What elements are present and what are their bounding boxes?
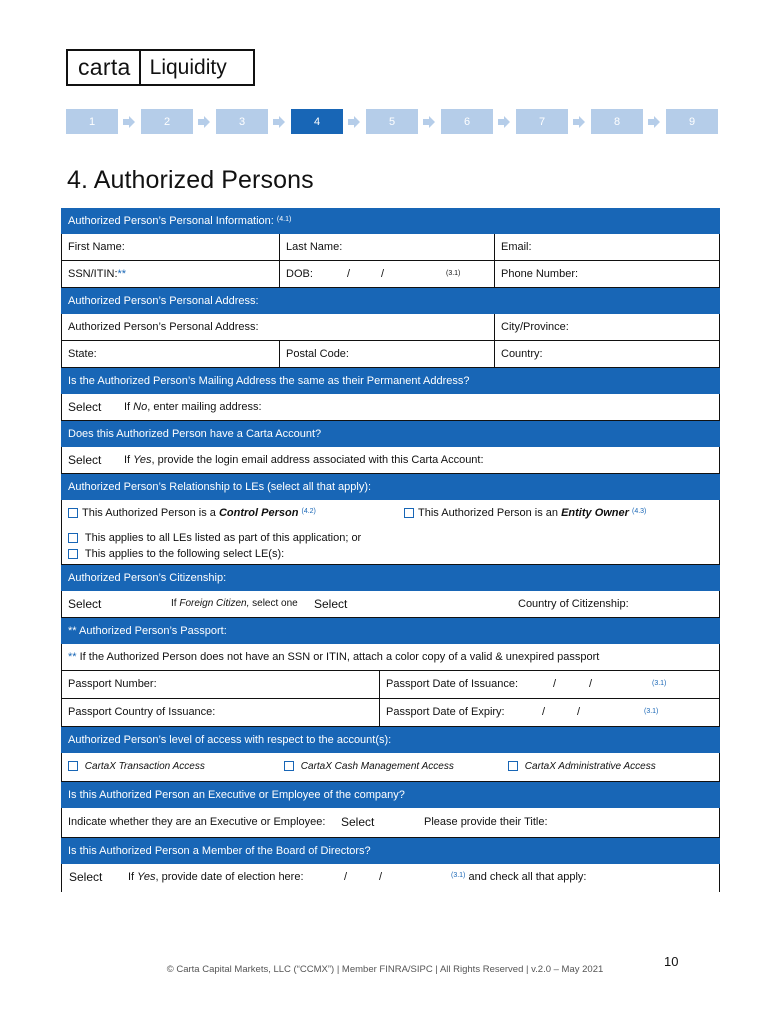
carta-account-select[interactable]: Select [68, 453, 102, 467]
step-6[interactable]: 6 [441, 109, 493, 134]
control-person-checkbox[interactable] [62, 500, 392, 527]
dob-label: DOB: [286, 268, 313, 280]
country-of-citizenship-field[interactable]: Country of Citizenship: [518, 598, 629, 610]
reference-mark: (4.2) [301, 508, 316, 515]
section-header-relationship: Authorized Person’s Relationship to LEs (select all that apply): [61, 474, 720, 500]
arrow-right-icon [197, 115, 211, 129]
applies-select-checkbox[interactable] [68, 546, 284, 562]
checkbox[interactable] [68, 533, 78, 543]
state-row [61, 341, 720, 368]
step-4[interactable]: 4 [291, 109, 343, 134]
page-number: 10 [664, 954, 679, 969]
checkbox[interactable] [68, 549, 78, 559]
applies-all-checkbox[interactable] [68, 530, 361, 546]
section-header-mailing: Is the Authorized Person’s Mailing Address the same as their Permanent Address? [61, 368, 720, 394]
name-row [61, 234, 720, 261]
logo-product: Liquidity [149, 56, 227, 79]
section-header-passport: ** Authorized Person’s Passport: [61, 618, 720, 644]
carta-account-note[interactable] [118, 447, 708, 473]
note-text: If the Authorized Person does not have an SSN or ITIN, attach a color copy of a valid & unexpired passport [76, 651, 600, 663]
step-7[interactable]: 7 [516, 109, 568, 134]
passport-country-row [61, 699, 720, 727]
arrow-right-icon [272, 115, 286, 129]
arrow-right-icon [122, 115, 136, 129]
arrow-right-icon [347, 115, 361, 129]
address-row [61, 314, 720, 341]
cash-management-access-checkbox[interactable] [278, 753, 506, 781]
entity-owner-checkbox[interactable] [398, 500, 716, 527]
date-separator: / [589, 678, 593, 690]
note-text: , enter mailing address: [147, 401, 262, 413]
footer-text: © Carta Capital Markets, LLC (“CCMX”) | Member FINRA/SIPC | All Rights Reserved | v.2.0 – May 2021 [166, 964, 604, 975]
step-5[interactable]: 5 [366, 109, 418, 134]
date-separator: / [542, 706, 546, 718]
authorized-persons-form [61, 208, 720, 892]
logo-brand: carta [68, 51, 141, 84]
checkbox[interactable] [404, 508, 414, 518]
note-text: If [171, 598, 180, 609]
passport-note-row [61, 644, 720, 671]
election-date-field[interactable] [322, 864, 462, 892]
executive-indicate-label: Indicate whether they are an Executive or Employee: [68, 816, 326, 828]
reference-mark: (3.1) [644, 708, 659, 715]
note-text: If [124, 454, 134, 466]
date-separator: / [381, 268, 385, 280]
carta-liquidity-logo [66, 49, 255, 86]
state-field[interactable]: State: [68, 348, 97, 360]
section-header-personal-info [61, 208, 720, 234]
transaction-access-checkbox[interactable] [62, 753, 277, 781]
note-mark: ** [68, 651, 77, 663]
checkbox-label: This applies to the following select LE(s): [84, 548, 285, 560]
date-separator: / [344, 871, 348, 883]
mailing-row [61, 394, 720, 421]
dob-field[interactable] [280, 261, 494, 287]
note-text: , provide date of election here: [155, 871, 304, 883]
passport-number-field[interactable]: Passport Number: [68, 678, 157, 690]
checkbox-label-bold: Entity Owner [561, 507, 629, 519]
arrow-right-icon [647, 115, 661, 129]
administrative-access-checkbox[interactable] [502, 753, 717, 781]
step-8[interactable]: 8 [591, 109, 643, 134]
checkbox-label: This applies to all LEs listed as part of this application; or [84, 532, 362, 544]
address-field[interactable]: Authorized Person’s Personal Address: [68, 321, 259, 333]
checkbox[interactable] [68, 761, 78, 771]
carta-account-row [61, 447, 720, 474]
passport-issuance-date-field[interactable] [380, 671, 719, 698]
ssn-mark: ** [117, 268, 127, 280]
reference-mark: (3.1) [446, 270, 461, 277]
reference-mark: (3.1) [451, 872, 466, 879]
executive-row [61, 808, 720, 838]
title-field[interactable]: Please provide their Title: [424, 816, 548, 828]
board-check-note [445, 864, 705, 892]
note-emphasis: Yes [137, 871, 156, 883]
executive-select[interactable]: Select [341, 815, 375, 829]
reference-mark: (4.3) [631, 508, 647, 515]
step-1[interactable]: 1 [66, 109, 118, 134]
passport-number-row [61, 671, 720, 699]
access-row [61, 753, 720, 782]
checkbox-label-bold: Control Person [218, 507, 299, 519]
city-field[interactable]: City/Province: [501, 321, 569, 333]
step-9[interactable]: 9 [666, 109, 718, 134]
field-label: Passport Date of Expiry: [386, 706, 505, 718]
checkbox-label: CartaX Cash Management Access [300, 761, 454, 772]
checkbox-label: CartaX Transaction Access [84, 761, 205, 772]
section-title: Authorized Person’s Personal Information: [68, 215, 274, 227]
citizenship-select[interactable]: Select [68, 597, 102, 611]
country-field[interactable]: Country: [501, 348, 543, 360]
ssn-label: SSN/ITIN: [68, 268, 118, 280]
arrow-right-icon [422, 115, 436, 129]
checkbox[interactable] [284, 761, 294, 771]
mailing-select[interactable]: Select [68, 400, 102, 414]
date-separator: / [347, 268, 351, 280]
applies-row [61, 527, 720, 565]
reference-mark: (3.1) [652, 680, 667, 687]
last-name-field[interactable]: Last Name: [286, 241, 343, 253]
passport-country-field[interactable]: Passport Country of Issuance: [68, 706, 216, 718]
ssn-row [61, 261, 720, 288]
date-separator: / [577, 706, 581, 718]
citizenship-row [61, 591, 720, 618]
section-header-carta-account: Does this Authorized Person have a Carta Account? [61, 421, 720, 447]
arrow-right-icon [497, 115, 511, 129]
passport-note [62, 644, 717, 670]
foreign-citizen-note [165, 591, 305, 617]
first-name-field[interactable]: First Name: [68, 241, 125, 253]
section-header-executive: Is this Authorized Person an Executive or Employee of the company? [61, 782, 720, 808]
page-title: 4. Authorized Persons [67, 166, 314, 194]
board-row [61, 864, 720, 892]
date-separator: / [379, 871, 383, 883]
email-field[interactable]: Email: [501, 241, 532, 253]
note-text: select one [249, 598, 298, 609]
section-header-board: Is this Authorized Person a Member of the Board of Directors? [61, 838, 720, 864]
note-text: , provide the login email address associated with this Carta Account: [151, 454, 484, 466]
checkbox-label: This Authorized Person is an [418, 507, 562, 519]
note-text: If [124, 401, 134, 413]
step-3[interactable]: 3 [216, 109, 268, 134]
checkbox-label: This Authorized Person is a [82, 507, 219, 519]
board-election-note [122, 864, 322, 892]
section-header-access: Authorized Person’s level of access with respect to the account(s): [61, 727, 720, 753]
board-select[interactable]: Select [69, 870, 103, 884]
checkbox[interactable] [508, 761, 518, 771]
field-label: Passport Date of Issuance: [386, 678, 519, 690]
ssn-field[interactable] [62, 261, 279, 287]
arrow-right-icon [572, 115, 586, 129]
relationship-row [61, 500, 720, 527]
date-separator: / [553, 678, 557, 690]
note-text: and check all that apply: [465, 871, 587, 883]
note-emphasis: Yes [133, 454, 152, 466]
note-text: If [128, 871, 138, 883]
checkbox-label: CartaX Administrative Access [524, 761, 656, 772]
section-header-address: Authorized Person’s Personal Address: [61, 288, 720, 314]
note-emphasis: Foreign Citizen, [179, 598, 250, 609]
phone-field[interactable]: Phone Number: [501, 268, 579, 280]
checkbox[interactable] [68, 508, 78, 518]
step-2[interactable]: 2 [141, 109, 193, 134]
note-emphasis: No [133, 401, 148, 413]
postal-code-field[interactable]: Postal Code: [286, 348, 349, 360]
reference-mark: (4.1) [276, 216, 292, 223]
mailing-note[interactable] [118, 394, 678, 420]
section-header-citizenship: Authorized Person’s Citizenship: [61, 565, 720, 591]
passport-expiry-date-field[interactable] [380, 699, 719, 726]
foreign-citizen-select[interactable]: Select [314, 597, 348, 611]
